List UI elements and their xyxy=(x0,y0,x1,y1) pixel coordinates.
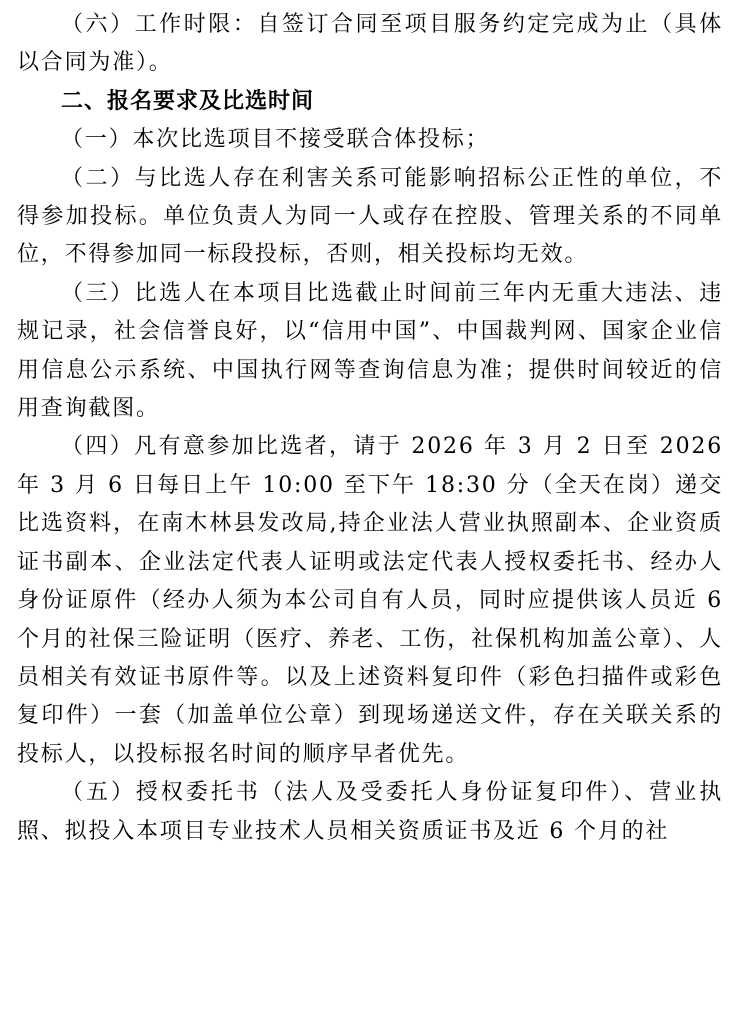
paragraph-requirement-4: （四）凡有意参加比选者，请于 2026 年 3 月 2 日至 2026 年 3 月 6 日每日上午 10:00 至下午 18:30 分（全天在岗）递交比选资料，在南木林县发改局,持企业法人营业执照副本、企业资质证书副本、企业法定代表人证明或法定代表人授权委托书、经办人身份证原件（经办人须为本公司自有人员，同时应提供该人员近 6 个月的社保三险证明（医疗、养老、工伤，社保机构加盖公章）、人员相关有效证书原件等。以及上述资料复印件（彩色扫描件或彩色复印件）一套（加盖单位公章）到现场递送文件，存在关联关系的投标人，以投标报名时间的顺序早者优先。 xyxy=(17,434,723,767)
section-heading-registration: 二、报名要求及比选时间 xyxy=(61,88,315,114)
paragraph-requirement-1: （一）本次比选项目不接受联合体投标； xyxy=(61,127,490,153)
paragraph-requirement-2: （二）与比选人存在利害关系可能影响招标公正性的单位，不得参加投标。单位负责人为同一人或存在控股、管理关系的不同单位，不得参加同一标段投标，否则，相关投标均无效。 xyxy=(17,165,723,268)
document-page xyxy=(17,6,723,851)
paragraph-work-period: （六）工作时限：自签订合同至项目服务约定完成为止（具体以合同为准）。 xyxy=(17,12,723,76)
paragraph-requirement-5: （五）授权委托书（法人及受委托人身份证复印件）、营业执照、拟投入本项目专业技术人员相关资质证书及近 6 个月的社 xyxy=(17,780,723,844)
paragraph-requirement-3: （三）比选人在本项目比选截止时间前三年内无重大违法、违规记录，社会信誉良好，以“信用中国”、中国裁判网、国家企业信用信息公示系统、中国执行网等查询信息为准；提供时间较近的信用查询截图。 xyxy=(17,280,723,422)
